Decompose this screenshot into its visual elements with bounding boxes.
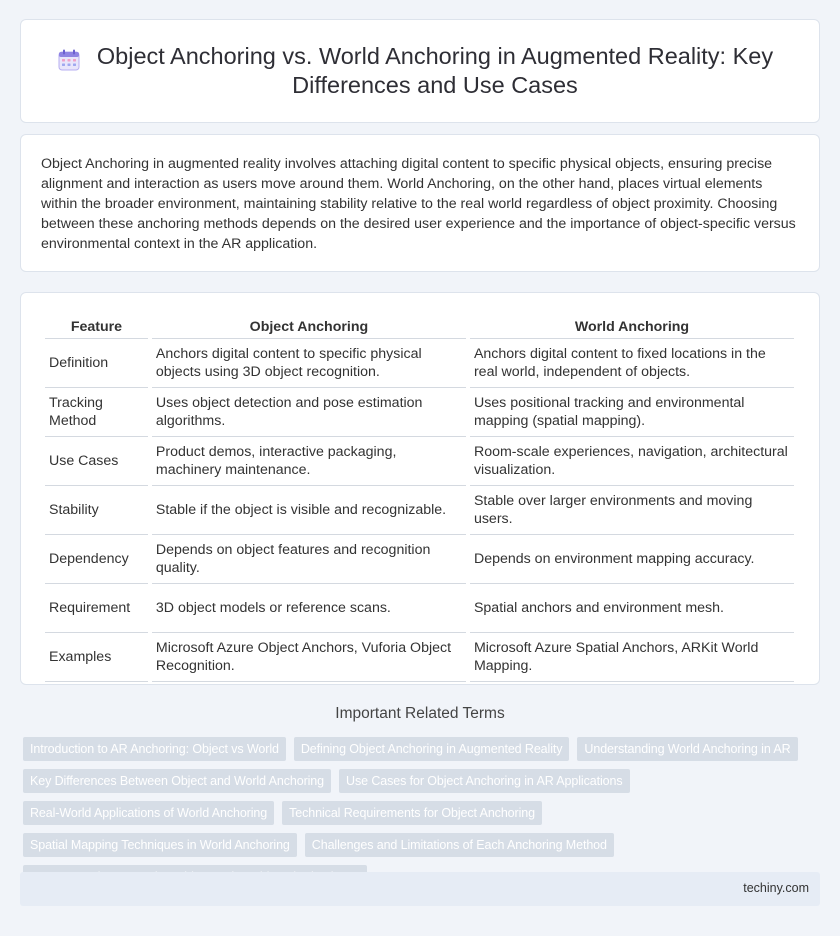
- world-cell: Microsoft Azure Spatial Anchors, ARKit World Mapping.: [470, 633, 794, 682]
- object-cell: 3D object models or reference scans.: [152, 584, 466, 633]
- world-cell: Room-scale experiences, navigation, architectural visualization.: [470, 437, 794, 486]
- feature-cell: Tracking Method: [45, 388, 148, 437]
- intro-card: [20, 134, 820, 272]
- table-row: [45, 486, 794, 535]
- world-cell: Uses positional tracking and environmental mapping (spatial mapping).: [470, 388, 794, 437]
- comparison-table: [41, 313, 798, 682]
- page-title: Object Anchoring vs. World Anchoring in Augmented Reality: Key Differences and Use Cases: [96, 43, 774, 98]
- related-terms-list: [23, 737, 823, 889]
- table-row: [45, 633, 794, 682]
- table-row: [45, 388, 794, 437]
- related-term-link[interactable]: Challenges and Limitations of Each Anchoring Method: [305, 833, 614, 857]
- world-cell: Anchors digital content to fixed locations in the real world, independent of objects.: [470, 339, 794, 388]
- object-cell: Stable if the object is visible and recognizable.: [152, 486, 466, 535]
- object-cell: Uses object detection and pose estimation algorithms.: [152, 388, 466, 437]
- feature-cell: Stability: [45, 486, 148, 535]
- object-cell: Anchors digital content to specific physical objects using 3D object recognition.: [152, 339, 466, 388]
- feature-cell: Examples: [45, 633, 148, 682]
- footer-site-link[interactable]: techiny.com: [743, 881, 809, 895]
- related-term-link[interactable]: Introduction to AR Anchoring: Object vs World: [23, 737, 286, 761]
- object-cell: Depends on object features and recognition quality.: [152, 535, 466, 584]
- header-world-anchoring: World Anchoring: [470, 313, 794, 339]
- object-cell: Product demos, interactive packaging, machinery maintenance.: [152, 437, 466, 486]
- related-term-link[interactable]: Defining Object Anchoring in Augmented Reality: [294, 737, 570, 761]
- table-row: [45, 339, 794, 388]
- related-term-link[interactable]: Real-World Applications of World Anchoring: [23, 801, 274, 825]
- header-object-anchoring: Object Anchoring: [152, 313, 466, 339]
- table-header-row: [45, 313, 794, 339]
- comparison-card: [20, 292, 820, 685]
- related-terms-title: Important Related Terms: [335, 705, 505, 722]
- feature-cell: Dependency: [45, 535, 148, 584]
- related-term-link[interactable]: Key Differences Between Object and World Anchoring: [23, 769, 331, 793]
- intro-paragraph: Object Anchoring in augmented reality involves attaching digital content to specific physical objects, ensuring precise alignment and interaction as users move around them. World Anchoring, on the other hand, places virtual elements within the broader environment, maintaining stability relative to the real world regardless of object proximity. Choosing between these anchoring methods depends on the desired user experience and the importance of object-specific versus environmental context in the AR application.: [41, 156, 796, 252]
- feature-cell: Definition: [45, 339, 148, 388]
- feature-cell: Requirement: [45, 584, 148, 633]
- feature-cell: Use Cases: [45, 437, 148, 486]
- related-term-link[interactable]: Understanding World Anchoring in AR: [577, 737, 797, 761]
- object-cell: Microsoft Azure Object Anchors, Vuforia Object Recognition.: [152, 633, 466, 682]
- table-row: [45, 437, 794, 486]
- header-feature: Feature: [45, 313, 148, 339]
- world-cell: Spatial anchors and environment mesh.: [470, 584, 794, 633]
- related-term-link[interactable]: Use Cases for Object Anchoring in AR Applications: [339, 769, 630, 793]
- table-row: [45, 584, 794, 633]
- title-card: [20, 19, 820, 123]
- related-term-link[interactable]: Spatial Mapping Techniques in World Anchoring: [23, 833, 297, 857]
- table-row: [45, 535, 794, 584]
- footer: [20, 872, 820, 906]
- related-term-link[interactable]: Technical Requirements for Object Anchoring: [282, 801, 542, 825]
- world-cell: Stable over larger environments and moving users.: [470, 486, 794, 535]
- world-cell: Depends on environment mapping accuracy.: [470, 535, 794, 584]
